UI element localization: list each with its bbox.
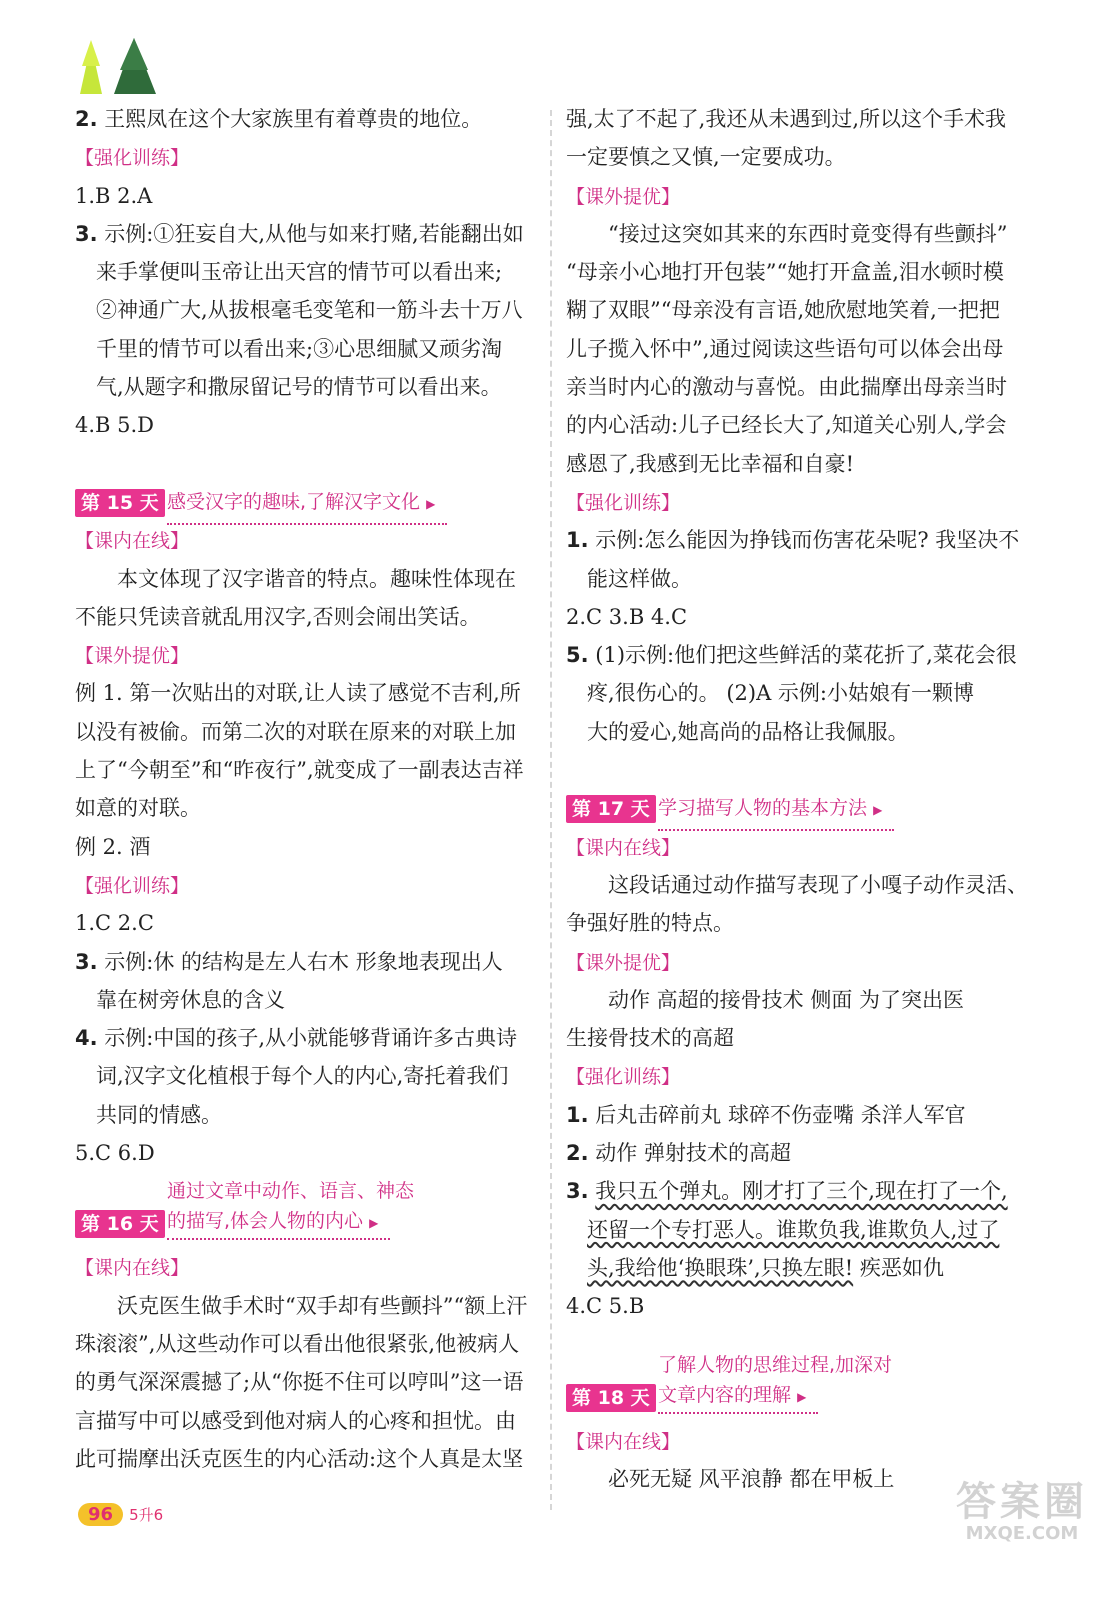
paragraph-line: 这段话通过动作描写表现了小嘎子动作灵活、 [608, 872, 1028, 897]
section-tag: 【课外提优】 [566, 951, 681, 974]
day-16-header [75, 1172, 537, 1248]
paragraph-line: 以没有被偷。而第二次的对联在原来的对联上加 [75, 719, 516, 744]
day-title: 通过文章中动作、语言、神态 [167, 1180, 415, 1203]
section-tag: 【课外提优】 [75, 645, 190, 668]
section-tag: 【强化训练】 [75, 874, 190, 897]
paragraph-line: 本文体现了汉字谐音的特点。趣味性体现在 [117, 566, 516, 591]
day-title: 感受汉字的趣味,了解汉字文化 ▶ [167, 483, 447, 525]
answer-line: ②神通广大,从拔根毫毛变笔和一筋斗去十万八 [96, 298, 523, 323]
answer-line: 3. 示例:①狂妄自大,从他与如来打赌,若能翻出如 [75, 221, 524, 246]
day-18-header [566, 1346, 1046, 1422]
paragraph-line: 糊了双眼”“母亲没有言语,她欣慰地笑着,一把把 [566, 298, 1000, 323]
answer-line: 4. 示例:中国的孩子,从小就能够背诵许多古典诗 [75, 1026, 518, 1051]
answer-line: 疼,很伤心的。 (2)A 示例:小姑娘有一颗博 [587, 681, 975, 706]
page-footer [78, 1500, 163, 1528]
answer-line: 1. 后丸击碎前丸 球碎不伤壶嘴 杀洋人军官 [566, 1102, 966, 1127]
paragraph-line: 如意的对联。 [75, 796, 201, 821]
paragraph-line: 争强好胜的特点。 [566, 911, 734, 936]
paragraph-line: “母亲小心地打开包装”“她打开盒盖,泪水顿时模 [566, 260, 1004, 285]
answer-line: 2. 王熙凤在这个大家族里有着尊贵的地位。 [75, 107, 483, 131]
answer-line: 靠在树旁休息的含义 [96, 987, 285, 1012]
answer-line: 4.B 5.D [75, 413, 155, 438]
paragraph-line: 动作 高超的接骨技术 侧面 为了突出医 [608, 987, 965, 1012]
day-17-header [566, 789, 1046, 827]
paragraph-line: 的勇气深深震撼了;从“你挺不住可以哼叫”这一语 [75, 1370, 524, 1395]
day-title: 的描写,体会人物的内心 ▶ [167, 1206, 390, 1240]
answer-line: 头,我给他‘换眼珠’,只换左眼! 疾恶如仇 [587, 1255, 944, 1280]
paragraph-line: 珠滚滚”,从这些动作可以看出他很紧张,他被病人 [75, 1331, 520, 1356]
answer-line: 千里的情节可以看出来;③心思细腻又顽劣淘 [96, 336, 503, 361]
paragraph-line: 上了“今朝至”和“昨夜行”,就变成了一副表达吉祥 [75, 758, 524, 783]
paragraph-line: 儿子揽入怀中”,通过阅读这些语句可以体会出母 [566, 336, 1004, 361]
paragraph-line: 不能只凭读音就乱用汉字,否则会闹出笑话。 [75, 604, 481, 629]
answer-line: 还留一个专打恶人。谁欺负我,谁欺负人,过了 [587, 1217, 1000, 1242]
answer-line: 气,从题字和撒尿留记号的情节可以看出来。 [96, 375, 502, 400]
watermark-text: 答案圈 [956, 1479, 1088, 1525]
answer-line: 来手掌便叫玉帝让出天宫的情节可以看出来; [96, 260, 503, 285]
watermark [956, 1480, 1088, 1544]
answer-line: 5.C 6.D [75, 1141, 155, 1166]
paragraph-line: 此可揣摩出沃克医生的内心活动:这个人真是太坚 [75, 1446, 524, 1471]
answer-line: 能这样做。 [587, 566, 692, 591]
paragraph-line: 言描写中可以感受到他对病人的心疼和担忧。由 [75, 1408, 516, 1433]
day-title: 了解人物的思维过程,加深对 [658, 1353, 893, 1376]
paragraph-line: 感恩了,我感到无比幸福和自豪! [566, 451, 855, 476]
section-tag: 【课内在线】 [566, 1430, 681, 1453]
right-column [566, 100, 1046, 1498]
section-tag: 【课内在线】 [75, 530, 190, 553]
day-badge: 第 18 天 [566, 1384, 656, 1412]
answer-line: 2. 动作 弹射技术的高超 [566, 1141, 791, 1166]
answer-line: 4.C 5.B [566, 1294, 645, 1319]
watermark-url: MXQE.COM [965, 1523, 1079, 1544]
column-divider [550, 110, 552, 1510]
paragraph-line: 亲当时内心的激动与喜悦。由此揣摩出母亲当时 [566, 375, 1007, 400]
answer-line: 3. 我只五个弹丸。刚才打了三个,现在打了一个, [566, 1179, 1008, 1204]
paragraph-line: 例 2. 酒 [75, 834, 151, 859]
answer-line: 1. 示例:怎么能因为挣钱而伤害花朵呢? 我坚决不 [566, 528, 1020, 553]
answer-line: 大的爱心,她高尚的品格让我佩服。 [587, 719, 909, 744]
section-tag: 【强化训练】 [566, 491, 681, 514]
answer-line: 1.B 2.A [75, 183, 153, 208]
paragraph-line: 例 1. 第一次贴出的对联,让人读了感觉不吉利,所 [75, 681, 521, 706]
paragraph-line: 一定要慎之又慎,一定要成功。 [566, 145, 846, 170]
section-tag: 【强化训练】 [75, 147, 190, 170]
day-title: 学习描写人物的基本方法 ▶ [658, 789, 894, 831]
section-tag: 【强化训练】 [566, 1066, 681, 1089]
day-title: 文章内容的理解 ▶ [658, 1380, 818, 1414]
tree-icon [76, 36, 166, 96]
answer-line: 5. (1)示例:他们把这些鲜活的菜花折了,菜花会很 [566, 643, 1017, 668]
paragraph-line: 沃克医生做手术时“双手却有些颤抖”“额上汗 [117, 1293, 528, 1318]
answer-line: 1.C 2.C [75, 911, 154, 936]
day-badge: 第 16 天 [75, 1210, 165, 1238]
day-badge: 第 17 天 [566, 795, 656, 823]
paragraph-line: 必死无疑 风平浪静 都在甲板上 [608, 1466, 895, 1491]
page-number: 96 [78, 1503, 123, 1526]
left-column [75, 100, 537, 1478]
answer-line: 3. 示例:休 的结构是左人右木 形象地表现出人 [75, 949, 503, 974]
section-tag: 【课外提优】 [566, 185, 681, 208]
paragraph-line: 生接骨技术的高超 [566, 1026, 734, 1051]
day-badge: 第 15 天 [75, 489, 165, 517]
answer-line: 词,汉字文化植根于每个人的内心,寄托着我们 [96, 1064, 509, 1089]
section-tag: 【课内在线】 [75, 1257, 190, 1280]
paragraph-line: “接过这突如其来的东西时竟变得有些颤抖” [608, 221, 1008, 246]
answer-line: 2.C 3.B 4.C [566, 604, 688, 629]
paragraph-line: 强,太了不起了,我还从未遇到过,所以这个手术我 [566, 107, 1007, 131]
grade-label: 5升6 [129, 1505, 164, 1524]
day-15-header [75, 483, 537, 521]
paragraph-line: 的内心活动:儿子已经长大了,知道关心别人,学会 [566, 413, 1007, 438]
answer-line: 共同的情感。 [96, 1102, 222, 1127]
section-tag: 【课内在线】 [566, 836, 681, 859]
